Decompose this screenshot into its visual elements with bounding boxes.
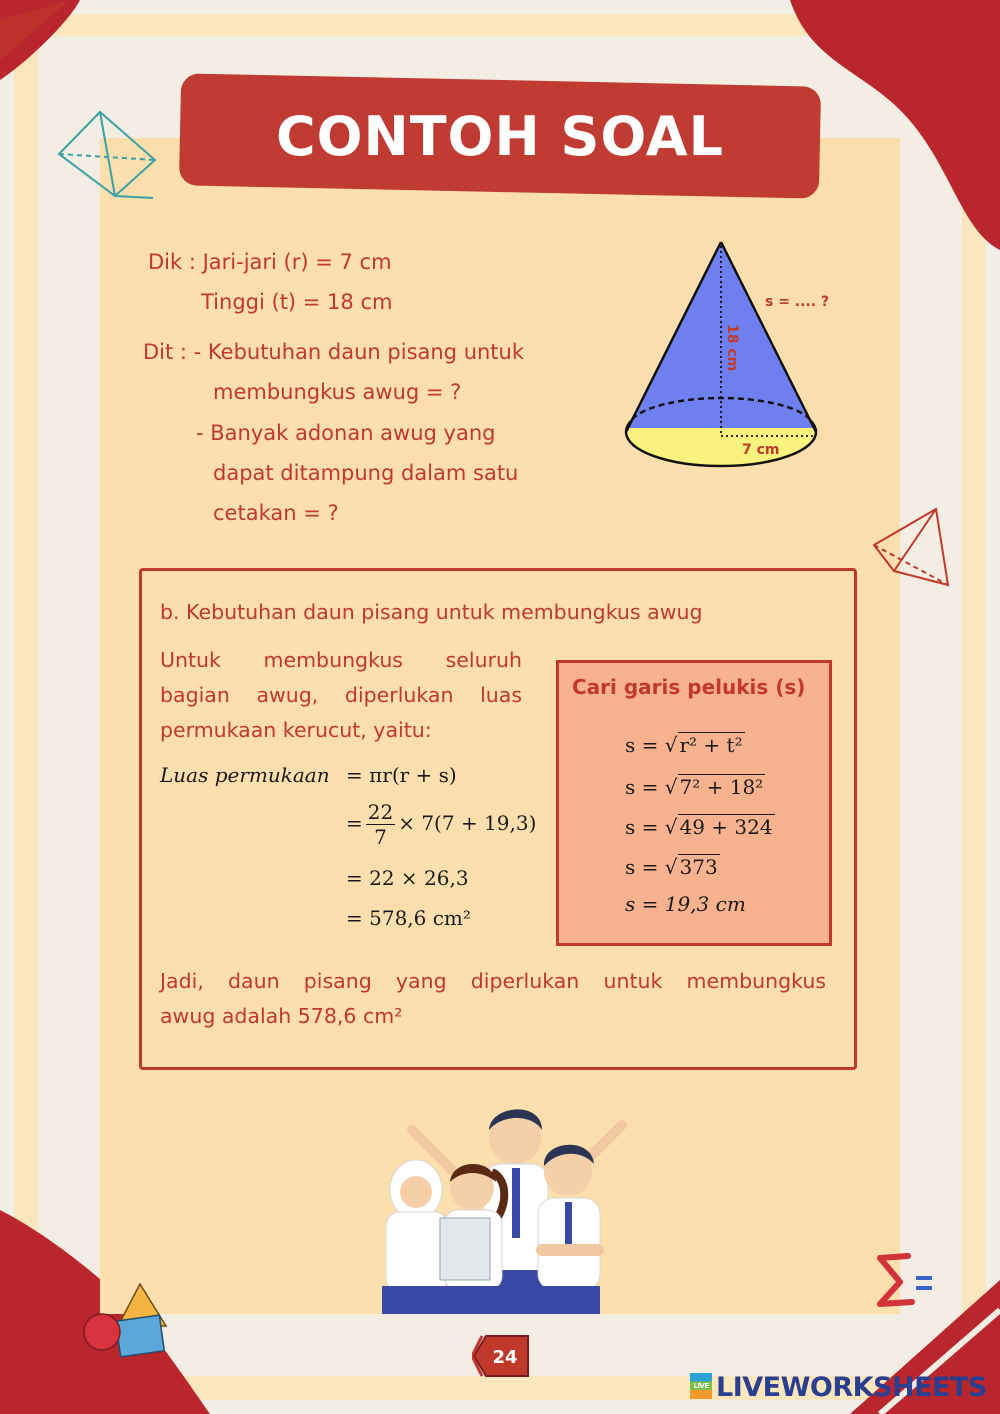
- logo-badge-icon: LIVE: [690, 1373, 712, 1399]
- area-eq-3: = 22 × 26,3: [346, 866, 469, 890]
- area-eq-4: = 578,6 cm²: [346, 906, 471, 930]
- height-label: 18 cm: [724, 324, 740, 372]
- solution-para-1: Untuk membungkus seluruh: [160, 648, 522, 672]
- slant-label: s = .... ?: [765, 294, 830, 310]
- solution-heading: b. Kebutuhan daun pisang untuk membungkus awug: [160, 600, 703, 624]
- asked-line-2: membungkus awug = ?: [213, 380, 462, 404]
- conclusion-line-1: Jadi, daun pisang yang diperlukan untuk membungkus: [160, 969, 826, 993]
- page-number-badge: [472, 1334, 530, 1378]
- page-number: 24: [492, 1347, 518, 1368]
- given-height: Tinggi (t) = 18 cm: [201, 290, 393, 314]
- liveworksheets-text: LIVEWORKSHEETS: [716, 1372, 987, 1403]
- asked-line-5: cetakan = ?: [213, 501, 339, 525]
- slant-box-title: Cari garis pelukis (s): [572, 675, 806, 699]
- area-eq-2: = $\frac{22}{7}$ × 7(7 + 19,3): [346, 800, 537, 849]
- sigma-icon: [874, 1252, 936, 1310]
- solution-para-3: permukaan kerucut, yaitu:: [160, 718, 432, 742]
- liveworksheets-logo: [690, 1372, 987, 1403]
- prism-decoration-icon: [55, 108, 160, 206]
- given-radius: Dik : Jari-jari (r) = 7 cm: [148, 250, 392, 274]
- area-label: Luas permukaan: [160, 763, 330, 787]
- shapes-decoration-icon: [82, 1282, 170, 1362]
- conclusion-line-2: awug adalah 578,6 cm²: [160, 1004, 403, 1028]
- asked-line-1: Dit : - Kebutuhan daun pisang untuk: [143, 340, 525, 364]
- radius-label: 7 cm: [742, 442, 780, 458]
- area-eq-1: = πr(r + s): [346, 763, 457, 787]
- slant-eq-5: s = 19,3 cm: [625, 892, 746, 916]
- slant-eq-1: s = √ r² + t²: [625, 733, 743, 757]
- pyramid-decoration-icon: [870, 505, 952, 589]
- slant-eq-3: s = √ 49 + 324: [625, 815, 773, 839]
- slant-eq-2: s = √ 7² + 18²: [625, 775, 764, 799]
- cone-diagram: [620, 236, 840, 476]
- title-banner: [179, 73, 821, 198]
- students-illustration: [372, 1100, 628, 1314]
- asked-line-3: - Banyak adonan awug yang: [196, 421, 496, 445]
- slant-eq-4: s = √ 373: [625, 855, 718, 879]
- solution-para-2: bagian awug, diperlukan luas: [160, 683, 522, 707]
- page-title: CONTOH SOAL: [275, 104, 724, 168]
- asked-line-4: dapat ditampung dalam satu: [213, 461, 519, 485]
